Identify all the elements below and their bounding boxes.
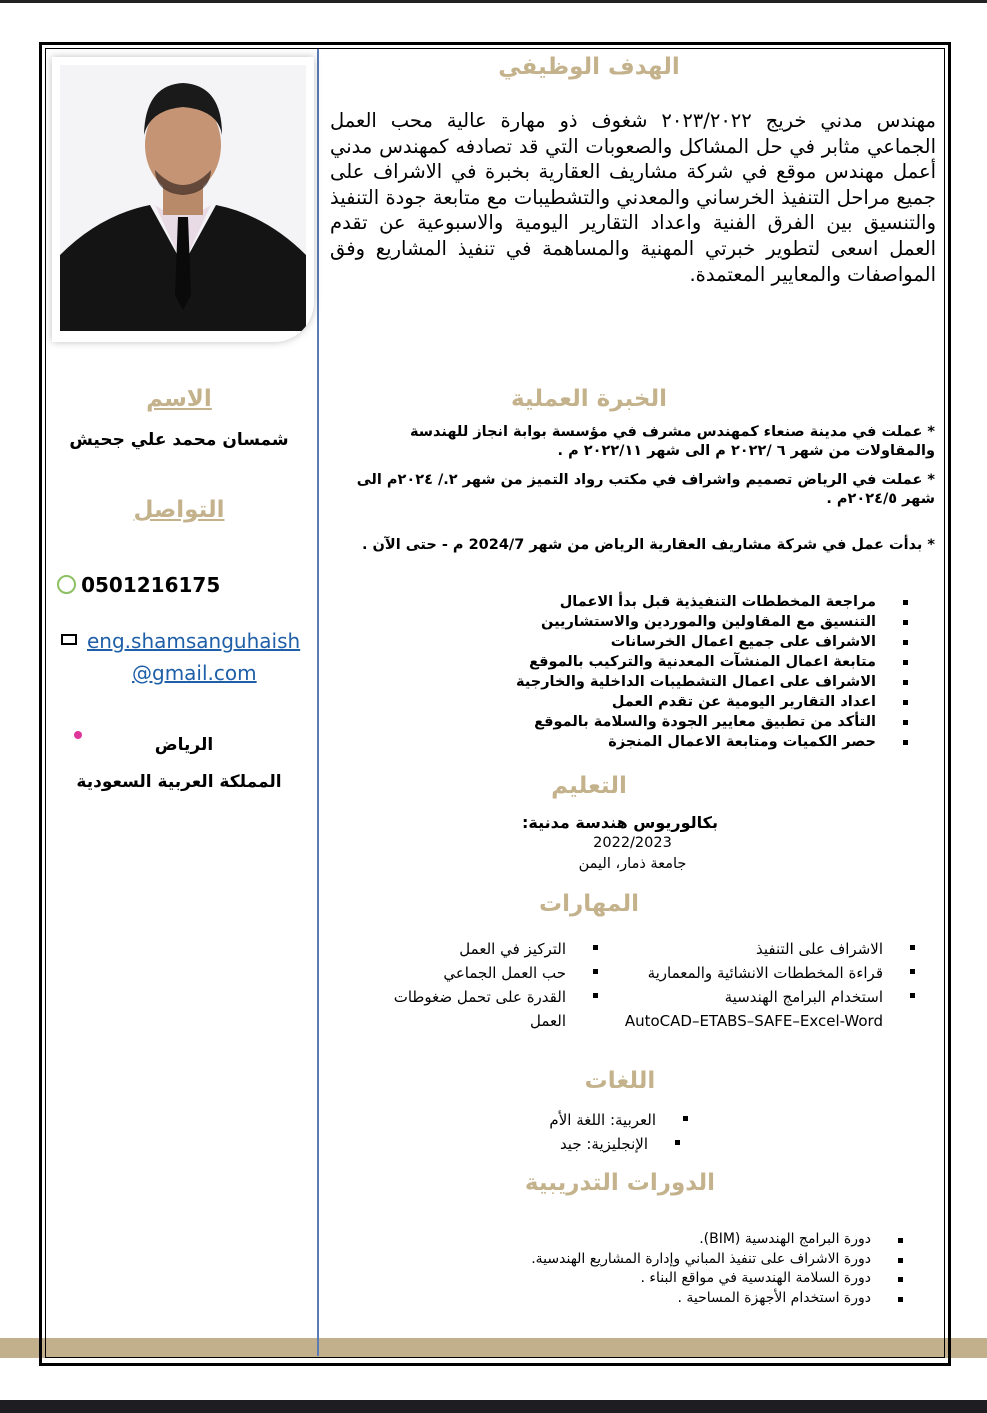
phone-number: 0501216175 xyxy=(81,573,221,597)
course-item: دورة استخدام الأجهزة المساحية . xyxy=(400,1289,905,1309)
duty-item: حصر الكميات ومتابعة الاعمال المنجزة xyxy=(330,732,910,752)
graduation-years: 2022/2023 xyxy=(593,835,672,851)
name-heading: الاسم xyxy=(146,386,212,412)
top-edge xyxy=(0,0,987,3)
objective-heading: الهدف الوظيفي xyxy=(498,54,680,80)
skill-software xyxy=(600,1009,917,1033)
experience-entry: * بدأت عمل في شركة مشاريف العقارية الرياض من شهر 2024/7 م - حتى الآن . xyxy=(361,537,935,553)
courses-list xyxy=(400,1230,905,1308)
column-divider xyxy=(317,49,319,1356)
skill-item: حب العمل الجماعي xyxy=(350,961,600,985)
courses-heading: الدورات التدريبية xyxy=(524,1170,716,1196)
duty-item: متابعة اعمال المنشآت المعدنية والتركيب بالموقع xyxy=(330,652,910,672)
email-line-2: @gmail.com xyxy=(132,661,257,685)
phone-icon xyxy=(57,575,76,594)
course-item: دورة السلامة الهندسية في مواقع البناء . xyxy=(400,1269,905,1289)
mail-icon xyxy=(61,634,77,645)
profile-photo xyxy=(52,57,314,342)
language-item: الإنجليزية: جيد xyxy=(400,1132,682,1156)
course-item: دورة الاشراف على تنفيذ المباني وإدارة المشاريع الهندسية. xyxy=(400,1250,905,1270)
duty-item: مراجعة المخططات التنفيذية قبل بدأ الاعمال xyxy=(330,592,910,612)
languages-heading: اللغات xyxy=(584,1068,656,1094)
language-item: العربية: اللغة الأم xyxy=(400,1108,690,1132)
experience-entry: * عملت في مدينة صنعاء كمهندس مشرف في مؤسسة بوابة انجاز للهندسة والمقاولات من شهر ٦ /٢٠٢٢ م الى شهر ٢٠٢٢/١١ م . xyxy=(409,424,935,459)
email-line-1: eng.shamsanguhaish xyxy=(87,629,301,653)
skills-heading: المهارات xyxy=(539,891,639,917)
software-list: AutoCAD–ETABS–SAFE–Excel-Word xyxy=(624,1012,883,1030)
experience-entry: * عملت في الرياض تصميم واشراف في مكتب رواد التميز من شهر ٢./ ٢٠٢٤م الى شهر ٢٠٢٤/٥م . xyxy=(356,472,935,507)
education-heading: التعليم xyxy=(551,773,627,799)
languages-list xyxy=(400,1108,690,1156)
university: جامعة ذمار، اليمن xyxy=(578,856,687,872)
duty-item: اعداد التقارير اليومية عن تقدم العمل xyxy=(330,692,910,712)
course-item: دورة البرامج الهندسية (BIM). xyxy=(400,1230,905,1250)
duty-item: التنسيق مع المقاولين والموردين والاستشاريين xyxy=(330,612,910,632)
duty-item: التأكد من تطبيق معايير الجودة والسلامة بالموقع xyxy=(330,712,910,732)
duty-item: الاشراف على اعمال التشطيبات الداخلية والخارجية xyxy=(330,672,910,692)
contact-heading: التواصل xyxy=(133,497,225,523)
phone-row xyxy=(57,573,220,597)
skills-list-right xyxy=(600,937,917,1033)
duties-list xyxy=(330,592,910,752)
skill-item-continued: العمل xyxy=(529,1012,566,1030)
skill-item: الاشراف على التنفيذ xyxy=(600,937,917,961)
skills-list-left xyxy=(350,937,600,1033)
skill-item: استخدام البرامج الهندسية xyxy=(600,985,917,1009)
skill-item: القدرة على تحمل ضغوطات xyxy=(350,985,600,1009)
experience-heading: الخبرة العملية xyxy=(510,386,668,412)
duty-item: الاشراف على جميع اعمال الخرسانات xyxy=(330,632,910,652)
degree: بكالوريوس هندسة مدنية: xyxy=(522,813,718,832)
city: الرياض xyxy=(154,735,214,755)
bottom-edge xyxy=(0,1400,987,1413)
full-name: شمسان محمد علي جحيش xyxy=(69,430,289,450)
objective-text: مهندس مدني خريج ٢٠٢٣/٢٠٢٢ شغوف ذو مهارة عالية محب العمل الجماعي مثابر في حل المشاكل والصعوبات التي قد تصادفه كمهندس مدني أعمل مهندس موقع في شركة مشاريف العقارية بخبرة في الاشراف على جميع مراحل التنفيذ الخرساني والمعدني والتشطيبات مع متابعة جودة التنفيذ والتنسيق بين الفرق الفنية واعداد التقارير اليومية والاسبوعية عن تقدم العمل اسعى لتطوير خبرتي المهنية والمساهمة في تنفيذ المشاريع وفق المواصفات والمعايير المعتمدة. xyxy=(330,109,936,286)
skill-item: قراءة المخططات الانشائية والمعمارية xyxy=(600,961,917,985)
skill-item: التركيز في العمل xyxy=(350,937,600,961)
country: المملكة العربية السعودية xyxy=(76,772,282,792)
email-link[interactable] xyxy=(87,625,300,689)
